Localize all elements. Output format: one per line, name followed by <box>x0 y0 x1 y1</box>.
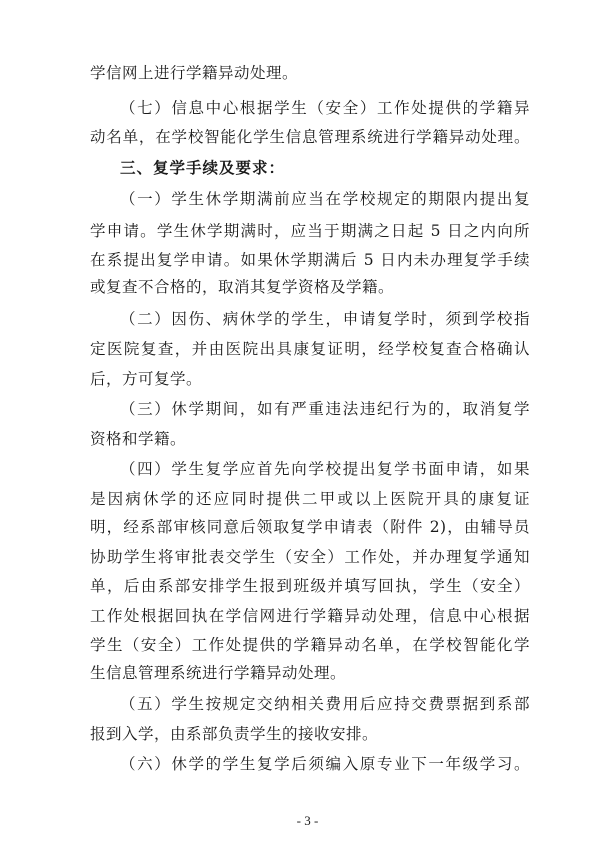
text-line: 在系提出复学申请。如果休学期满后 5 日内未办理复学手续 <box>90 251 530 269</box>
text-line: 后，方可复学。 <box>90 370 203 388</box>
section-heading: 三、复学手续及要求： <box>120 159 286 177</box>
text-line: 或复查不合格的，取消其复学资格及学籍。 <box>90 278 395 296</box>
text-line: 学申请。学生休学期满时，应当于期满之日起 5 日之内向所 <box>90 222 530 240</box>
text-line: （一）学生休学期满前应当在学校规定的期限内提出复 <box>120 190 530 208</box>
text-line: （三）休学期间，如有严重违法违纪行为的，取消复学 <box>120 400 530 418</box>
text-line: 明，经系部审核同意后领取复学申请表（附件 2)，由辅导员 <box>90 518 530 536</box>
text-line: （六）休学的学生复学后须编入原专业下一年级学习。 <box>120 755 530 773</box>
text-line: 生信息管理系统进行学籍异动处理。 <box>90 664 347 682</box>
text-line: 协助学生将审批表交学生（安全）工作处，并办理复学通知 <box>90 548 530 566</box>
text-line: （五）学生按规定交纳相关费用后应持交费票据到系部 <box>120 695 530 713</box>
text-line: （四）学生复学应首先向学校提出复学书面申请，如果 <box>120 460 530 478</box>
text-line: （七）信息中心根据学生（安全）工作处提供的学籍异 <box>120 99 530 117</box>
text-line: 动名单，在学校智能化学生信息管理系统进行学籍异动处理。 <box>90 128 530 146</box>
text-line: 是因病休学的还应同时提供二甲或以上医院开具的康复证 <box>90 490 530 508</box>
text-line: 资格和学籍。 <box>90 430 187 448</box>
text-line: 学信网上进行学籍异动处理。 <box>90 64 299 82</box>
text-line: 学生（安全）工作处提供的学籍异动名单，在学校智能化学 <box>90 636 530 654</box>
text-line: 报到入学，由系部负责学生的接收安排。 <box>90 725 379 743</box>
text-line: 定医院复查，并由医院出具康复证明，经学校复查合格确认 <box>90 340 530 358</box>
text-line: 工作处根据回执在学信网进行学籍异动处理，信息中心根据 <box>90 607 530 625</box>
text-line: （二）因伤、病休学的学生，申请复学时，须到学校指 <box>120 310 530 328</box>
text-line: 单，后由系部安排学生报到班级并填写回执，学生（安全） <box>90 577 530 595</box>
page-number: - 3 - <box>296 813 319 828</box>
